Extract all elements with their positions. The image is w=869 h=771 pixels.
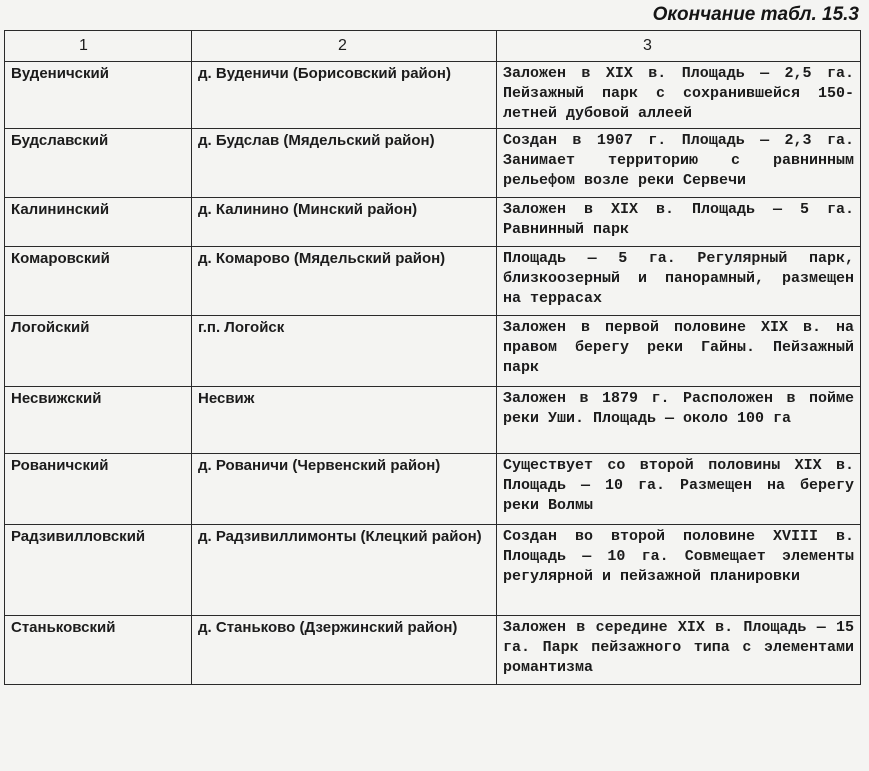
park-description-cell: Существует со второй половины XIX в. Площадь — 10 га. Размещен на берегу реки Волмы (497, 454, 861, 525)
park-description-cell: Создан во второй половине XVIII в. Площадь — 10 га. Совмещает элементы регулярной и пейзажной планировки (497, 525, 861, 616)
park-description-cell: Заложен в XIX в. Площадь — 5 га. Равнинный парк (497, 198, 861, 247)
park-name-cell: Станьковский (5, 616, 192, 685)
park-name-cell: Несвижский (5, 387, 192, 454)
park-name-cell: Комаровский (5, 247, 192, 316)
park-name-cell: Радзивилловский (5, 525, 192, 616)
park-description-cell: Заложен в XIX в. Площадь — 2,5 га. Пейзажный парк с сохранившейся 150-летней дубовой аллеей (497, 62, 861, 129)
park-description-cell: Заложен в первой половине XIX в. на правом берегу реки Гайны. Пейзажный парк (497, 316, 861, 387)
table-row (5, 387, 861, 454)
park-location-cell: д. Комарово (Мядельский район) (192, 247, 497, 316)
park-location-cell: д. Калинино (Минский район) (192, 198, 497, 247)
park-description-cell: Площадь — 5 га. Регулярный парк, близкоозерный и панорамный, размещен на террасах (497, 247, 861, 316)
park-name-cell: Логойский (5, 316, 192, 387)
park-name-cell: Калининский (5, 198, 192, 247)
column-header-1: 1 (5, 31, 192, 62)
park-location-cell: д. Рованичи (Червенский район) (192, 454, 497, 525)
park-location-cell: г.п. Логойск (192, 316, 497, 387)
park-name-cell: Рованичский (5, 454, 192, 525)
parks-table (4, 30, 861, 685)
table-row (5, 525, 861, 616)
table-row (5, 316, 861, 387)
table-header-row (5, 31, 861, 62)
table-caption: Окончание табл. 15.3 (652, 4, 859, 25)
park-description-cell: Создан в 1907 г. Площадь — 2,3 га. Занимает территорию с равнинным рельефом возле реки Сервечи (497, 129, 861, 198)
park-location-cell: Несвиж (192, 387, 497, 454)
column-header-3: 3 (497, 31, 861, 62)
park-name-cell: Будславский (5, 129, 192, 198)
park-location-cell: д. Будслав (Мядельский район) (192, 129, 497, 198)
park-description-cell: Заложен в середине XIX в. Площадь — 15 га. Парк пейзажного типа с элементами романтизма (497, 616, 861, 685)
park-description-cell: Заложен в 1879 г. Расположен в пойме реки Уши. Площадь — около 100 га (497, 387, 861, 454)
table-row (5, 247, 861, 316)
column-header-2: 2 (192, 31, 497, 62)
table-row (5, 616, 861, 685)
park-location-cell: д. Вуденичи (Борисовский район) (192, 62, 497, 129)
table-row (5, 129, 861, 198)
table-row (5, 454, 861, 525)
table-row (5, 198, 861, 247)
park-location-cell: д. Станьково (Дзержинский район) (192, 616, 497, 685)
table-row (5, 62, 861, 129)
park-location-cell: д. Радзивиллимонты (Клецкий район) (192, 525, 497, 616)
park-name-cell: Вуденичский (5, 62, 192, 129)
